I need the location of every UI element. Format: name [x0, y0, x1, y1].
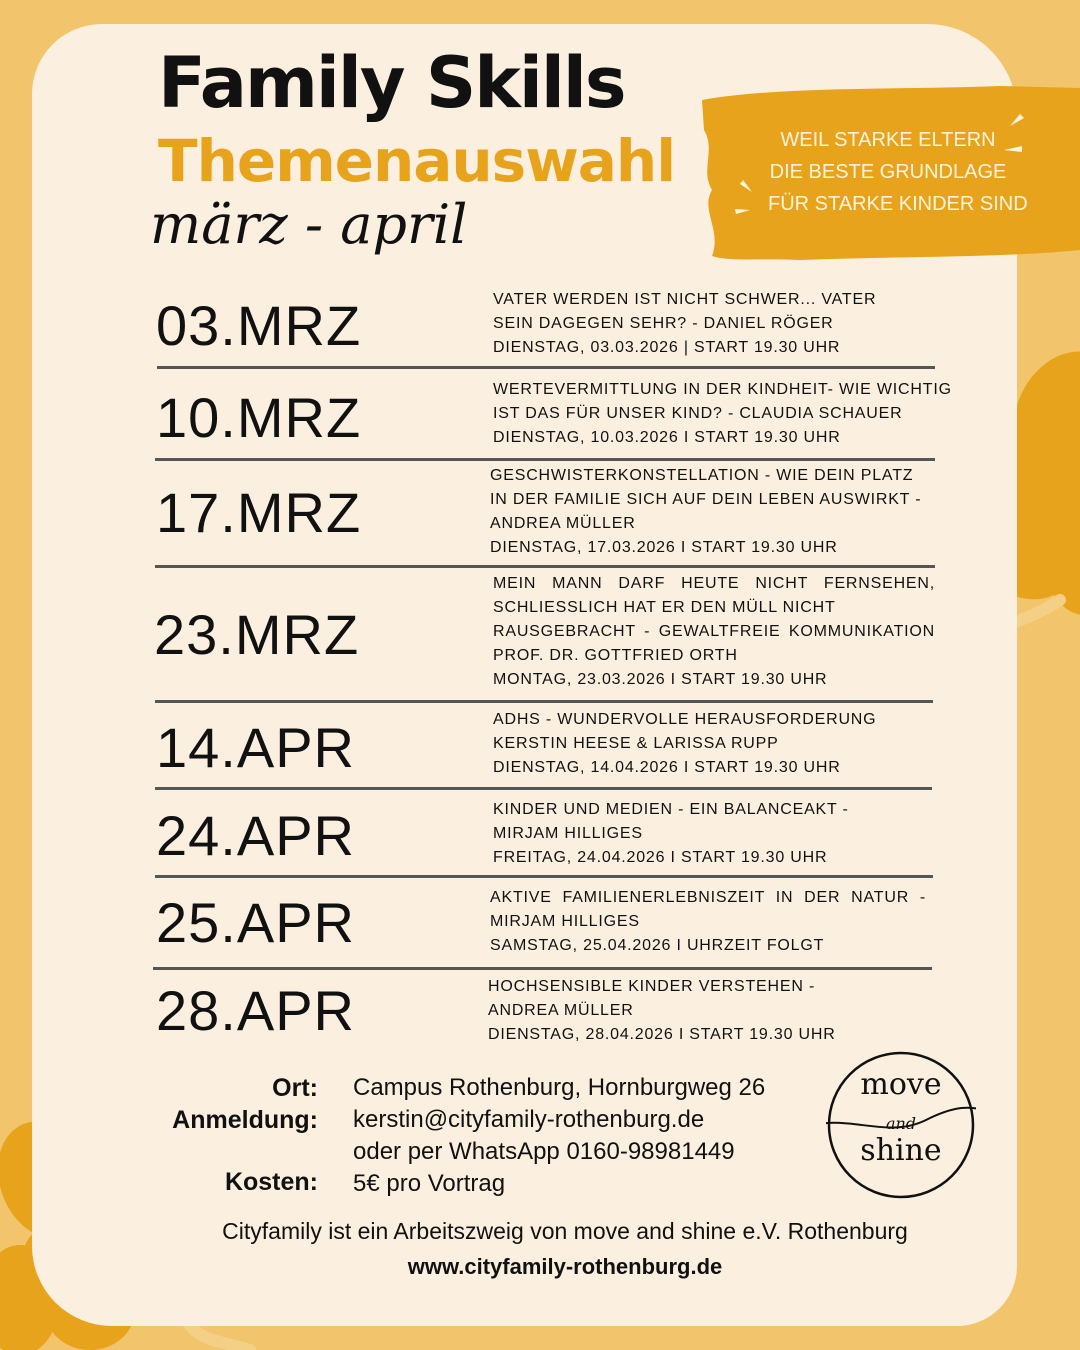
event-date: 24.APR [156, 804, 355, 867]
event-info [493, 378, 952, 450]
event-line: SAMSTAG, 25.04.2026 I UHRZEIT FOLGT [490, 937, 825, 954]
event-info [493, 572, 935, 692]
event-line: GESCHWISTERKONSTELLATION - WIE DEIN PLATZ [490, 467, 914, 484]
logo-and: and [885, 1114, 917, 1133]
separator [153, 967, 932, 970]
event-line: DIENSTAG, 17.03.2026 I START 19.30 UHR [490, 539, 838, 556]
event-line: AKTIVE FAMILIENERLEBNISZEIT IN DER NATUR - [490, 889, 926, 906]
whatsapp-info: oder per WhatsApp 0160-98981449 [353, 1138, 735, 1165]
separator [155, 565, 935, 568]
kosten-label: Kosten: [224, 1168, 318, 1196]
logo-shine: shine [860, 1133, 942, 1168]
event-line: WERTEVERMITTLUNG IN DER KINDHEIT- WIE WICHTIG [493, 381, 952, 398]
tagline-line: DIE BESTE GRUNDLAGE [769, 161, 1007, 183]
page-title: Family Skills [158, 42, 625, 124]
event-line: KINDER UND MEDIEN - EIN BALANCEAKT - [493, 801, 849, 818]
event-line: MEIN MANN DARF HEUTE NICHT FERNSEHEN, [493, 575, 935, 592]
event-date: 28.APR [156, 979, 355, 1042]
event-date: 25.APR [156, 891, 355, 954]
event-line: DIENSTAG, 14.04.2026 I START 19.30 UHR [493, 759, 841, 776]
logo-move: move [860, 1067, 942, 1102]
event-date: 17.MRZ [156, 481, 362, 544]
separator [157, 366, 935, 369]
event-line: FREITAG, 24.04.2026 I START 19.30 UHR [493, 849, 828, 866]
ort-value: Campus Rothenburg, Hornburgweg 26 [353, 1074, 766, 1101]
event-line: VATER WERDEN IST NICHT SCHWER... VATER [493, 291, 877, 308]
event-line: MIRJAM HILLIGES [493, 825, 643, 842]
tagline [768, 124, 1028, 220]
event-date: 10.MRZ [156, 386, 362, 449]
move-and-shine-logo [826, 1050, 976, 1200]
event-line: SCHLIESSLICH HAT ER DEN MÜLL NICHT [493, 599, 836, 616]
footer-text: Cityfamily ist ein Arbeitszweig von move and shine e.V. Rothenburg [222, 1218, 908, 1244]
event-info [493, 288, 876, 360]
event-date: 03.MRZ [156, 294, 362, 357]
tagline-line: WEIL STARKE ELTERN [780, 129, 996, 151]
separator [155, 875, 933, 878]
tagline-line: FÜR STARKE KINDER SIND [768, 193, 1028, 215]
kosten-value: 5€ pro Vortrag [353, 1170, 506, 1197]
event-line: MONTAG, 23.03.2026 I START 19.30 UHR [493, 671, 828, 688]
separator [155, 458, 935, 461]
event-line: IST DAS FÜR UNSER KIND? - CLAUDIA SCHAUER [493, 405, 903, 422]
event-line: SEIN DAGEGEN SEHR? - DANIEL RÖGER [493, 315, 834, 332]
event-line: KERSTIN HEESE & LARISSA RUPP [493, 735, 779, 752]
event-info [490, 886, 926, 958]
event-info [488, 975, 836, 1047]
event-info [490, 464, 921, 560]
event-line: DIENSTAG, 03.03.2026 | START 19.30 UHR [493, 339, 841, 356]
event-line: MIRJAM HILLIGES [490, 913, 640, 930]
page-subtitle: Themenauswahl [158, 127, 676, 195]
event-line: RAUSGEBRACHT - GEWALTFREIE KOMMUNIKATION [493, 623, 935, 640]
website-link[interactable]: www.cityfamily-rothenburg.de [407, 1254, 723, 1279]
event-line: DIENSTAG, 28.04.2026 I START 19.30 UHR [488, 1026, 836, 1043]
event-line: ADHS - WUNDERVOLLE HERAUSFORDERUNG [493, 711, 877, 728]
separator [155, 700, 933, 703]
separator [155, 787, 932, 790]
event-line: PROF. DR. GOTTFRIED ORTH [493, 647, 738, 664]
date-range-script: märz - april [150, 193, 468, 256]
event-info [493, 798, 849, 870]
anmeldung-label: Anmeldung: [172, 1106, 318, 1134]
event-line: DIENSTAG, 10.03.2026 I START 19.30 UHR [493, 429, 841, 446]
event-line: ANDREA MÜLLER [488, 1002, 634, 1019]
ort-label: Ort: [272, 1074, 318, 1102]
event-line: ANDREA MÜLLER [490, 515, 636, 532]
event-date: 14.APR [156, 716, 355, 779]
email-link[interactable]: kerstin@cityfamily-rothenburg.de [353, 1106, 705, 1133]
event-info [493, 708, 876, 780]
event-line: IN DER FAMILIE SICH AUF DEIN LEBEN AUSWIRKT - [490, 491, 922, 508]
event-line: HOCHSENSIBLE KINDER VERSTEHEN - [488, 978, 816, 995]
event-date: 23.MRZ [154, 603, 360, 666]
